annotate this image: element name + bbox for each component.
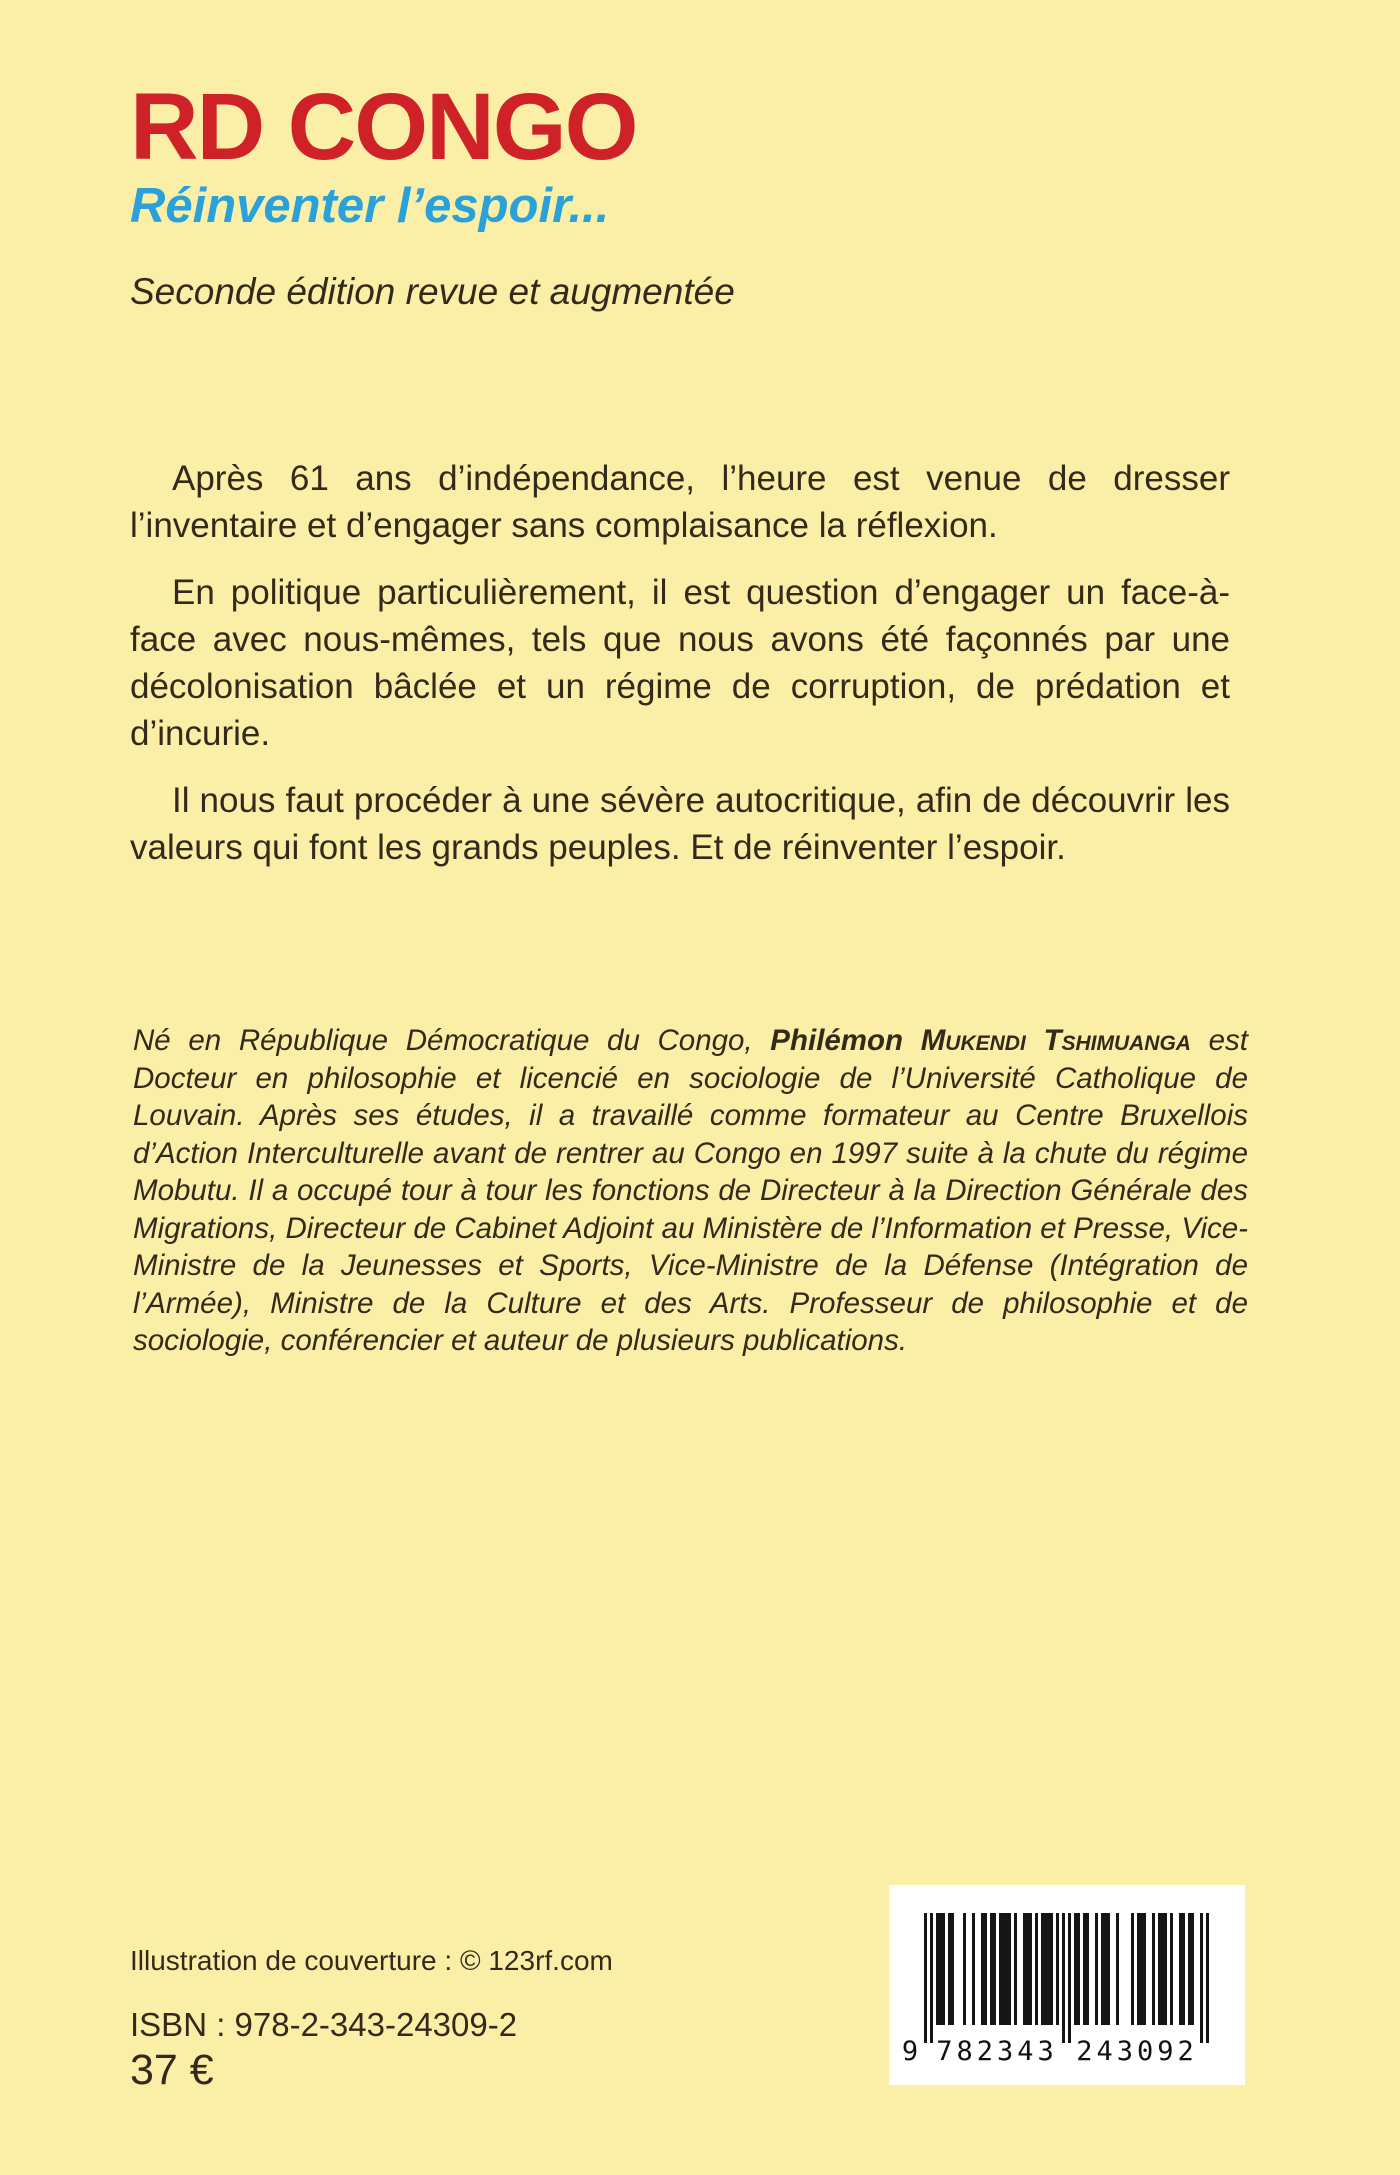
author-first-name: Philémon [770,1024,921,1057]
barcode-bar [1206,1913,1209,2043]
author-bio-paragraph [133,1022,1248,1360]
isbn-line: ISBN : 978-2-343-24309-2 [130,2006,518,2043]
author-bio [133,1022,1248,1360]
synopsis-paragraph-2: En politique particulièrement, il est question d’engager un face-à-face avec nous-mêmes, tels que nous avons été façonnés par une décolonisation bâclée et un régime de corruption, de prédation et d’incurie. [130,573,1230,753]
book-subtitle: Réinventer l’espoir... [130,179,610,233]
book-title: RD CONGO [130,74,637,180]
header-block [130,74,735,313]
barcode-bars [924,1913,1209,2043]
barcode-digit-lead: 9 [901,2036,919,2067]
bio-intro: Né en République Démocratique du Congo, [133,1024,771,1057]
synopsis-paragraph-3: Il nous faut procéder à une sévère autocritique, afin de découvrir les valeurs qui font les grands peuples. Et de réinventer l’espoir. [130,781,1230,867]
synopsis [130,455,1230,891]
bio-text: est Docteur en philosophie et licencié en sociologie de l’Université Catholique de Louvain. Après ses études, il a travaillé comme formateur au Centre Bruxellois d’Action Interculturelle avant de rentrer au Congo en 1997 suite à la chute du régime Mobutu. Il a occupé tour à tour les fonctions de Directeur à la Direction Générale des Migrations, Directeur de Cabinet Adjoint au Ministère de l’Information et Presse, Vice-Ministre de la Jeunesses et Sports, Vice-Ministre de la Défense (Intégration de l’Armée), Ministre de la Culture et des Arts. Professeur de philosophie et de sociologie, conférencier et auteur de plusieurs publications. [133,1024,1248,1357]
author-family-name: Mukendi Tshimuanga [920,1024,1191,1057]
barcode [889,1885,1245,2085]
edition-note: Seconde édition revue et augmentée [130,271,735,313]
barcode-digits-right-group: 243092 [1076,2036,1198,2067]
synopsis-paragraph-1: Après 61 ans d’indépendance, l’heure est venue de dresser l’inventaire et d’engager sans complaisance la réflexion. [130,459,1230,545]
cover-credit: Illustration de couverture : © 123rf.com [130,1945,613,1976]
barcode-digits-left-group: 782343 [936,2036,1058,2067]
price: 37 € [130,2046,214,2094]
